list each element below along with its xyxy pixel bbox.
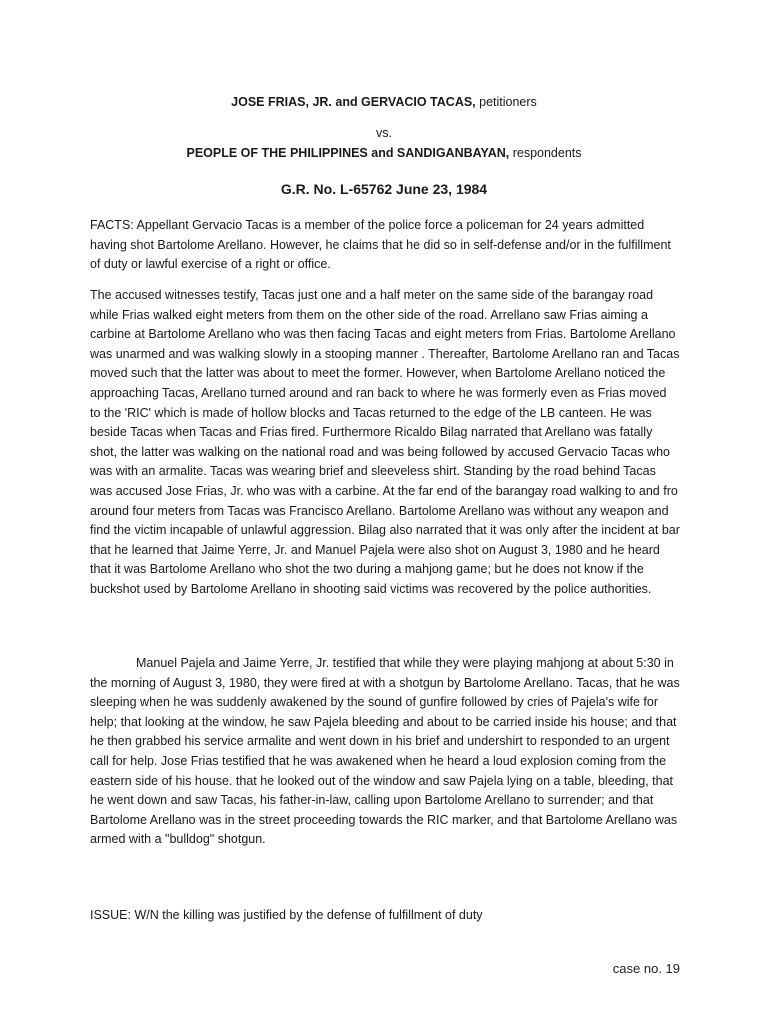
case-number-heading: G.R. No. L-65762 June 23, 1984 [280,181,488,197]
pajela-testimony-paragraph [90,654,680,850]
issue-paragraph: ISSUE: W/N the killing was justified by the defense of fulfillment of duty [90,908,483,922]
facts-paragraph [90,216,680,275]
pajela-text: Manuel Pajela and Jaime Yerre, Jr. testified that while they were playing mahjong at about 5:30 in the morning of August 3, 1980, they were fired at with a shotgun by Bartolome Arellano. Tacas, that he was sleeping when he was suddenly awakened by the sound of gunfire followed by cries of Pajela's wife for help; that looking at the window, he saw Pajela bleeding and about to be carried inside his house; and that he then grabbed his service armalite and went down in his brief and undershirt to responded to an urgent call for help. Jose Frias testified that he was awakened when he heard a loud explosion coming from the eastern side of his house. that he looked out of the window and saw Pajela lying on a table, bleeding, that he went down and saw Tacas, his father-in-law, calling upon Bartolome Arellano to surrender; and that Bartolome Arellano was in the street proceeding towards the RIC marker, and that Bartolome Arellano was armed with a "bulldog" shotgun. [90,656,680,847]
footer-case-label: case no. 19 [612,961,680,976]
petitioners-role: petitioners [475,95,537,109]
testimony-paragraph: The accused witnesses testify, Tacas just one and a half meter on the same side of the barangay road while Frias walked eight meters from them on the other side of the road. Arrellano saw Frias aiming a carbine at Bartolome Arellano who was then facing Tacas and eight meters from Frias. Bartolome Arellano was unarmed and was walking slowly in a stooping manner . Thereafter, Bartolome Arellano ran and Tacas moved such that the latter was about to meet the former. However, when Bartolome Arellano noticed the approaching Tacas, Arellano turned around and ran back to where he was formerly even as Frias moved to the 'RIC' which is made of hollow blocks and Tacas returned to the edge of the LB canteen. He was beside Tacas when Tacas and Frias fired. Furthermore Ricaldo Bilag narrated that Arellano was fatally shot, the latter was walking on the national road and was being followed by accused Gervacio Tacas who was with an armalite. Tacas was wearing brief and sleeveless shirt. Standing by the road behind Tacas was accused Jose Frias, Jr. who was with a carbine. At the far end of the barangay road walking to and fro around four meters from Tacas was Francisco Arellano. Bartolome Arellano was without any weapon and find the victim incapable of unlawful aggression. Bilag also narrated that it was only after the incident at bar that he learned that Jaime Yerre, Jr. and Manuel Pajela were also shot on August 3, 1980 and he heard that it was Bartolome Arellano who shot the two during a mahjong game; but he does not know if the buckshot used by Bartolome Arellano in shooting said victims was recovered by the police authorities. [90,288,680,596]
respondents-line [0,145,768,161]
respondents-names: PEOPLE OF THE PHILIPPINES and SANDIGANBAYAN, [186,146,510,160]
versus-line: vs. [376,126,392,140]
respondents-role: respondents [509,146,582,160]
petitioners-line [0,94,768,110]
facts-text: Appellant Gervacio Tacas is a member of the police force a policeman for 24 years admitted having shot Bartolome Arellano. However, he claims that he did so in self-defense and/or in the fulfillment of duty or lawful exercise of a right or office. [90,218,671,272]
facts-label: FACTS: [90,218,134,232]
petitioners-names: JOSE FRIAS, JR. and GERVACIO TACAS, [231,95,476,109]
